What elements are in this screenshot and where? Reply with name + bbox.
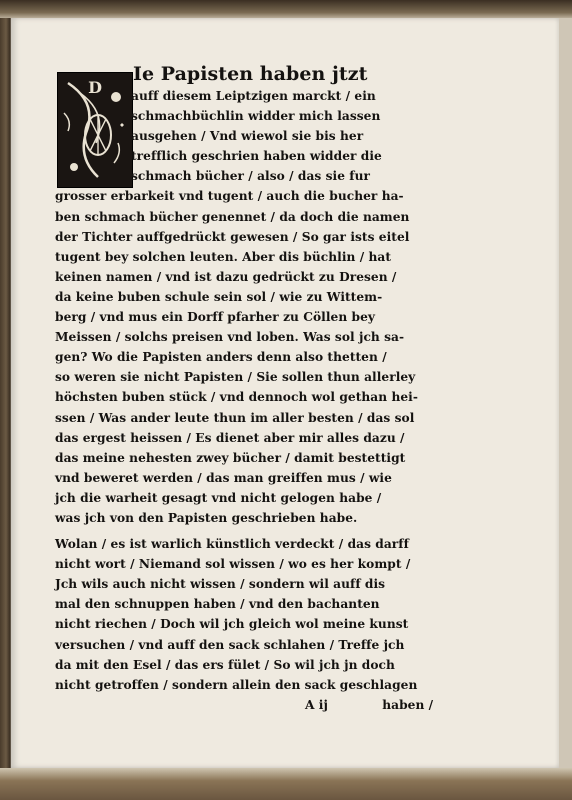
text-line: berg / vnd mus ein Dorff pfarher zu Cöllen bey bbox=[55, 310, 376, 325]
text-line: nicht riechen / Doch wil jch gleich wol meine kunst bbox=[55, 617, 409, 632]
text-line: ausgehen / Vnd wiewol sie bis her bbox=[131, 129, 364, 144]
text-line: schmachbüchlin widder mich lassen bbox=[131, 109, 381, 124]
text-line: so weren sie nicht Papisten / Sie sollen thun allerley bbox=[55, 370, 416, 385]
text-line: der Tichter auffgedrückt gewesen / So gar ists eitel bbox=[55, 229, 410, 244]
text-line: da mit den Esel / das ers fület / So wil jch jn doch bbox=[55, 657, 395, 672]
text-line: schmach bücher / also / das sie fur bbox=[131, 169, 370, 184]
text-line: ssen / Was ander leute thun im aller besten / das sol bbox=[55, 410, 415, 425]
text-line: vnd beweret werden / das man greiffen mus / wie bbox=[55, 470, 392, 485]
text-line: was jch von den Papisten geschrieben habe. bbox=[55, 510, 358, 525]
text-line: Wolan / es ist warlich künstlich verdeckt / das darff bbox=[55, 537, 409, 552]
text-line: Ie Papisten haben jtzt bbox=[133, 63, 368, 85]
text-line: gen? Wo die Papisten anders denn also thetten / bbox=[55, 350, 387, 365]
text-line: nicht wort / Niemand sol wissen / wo es her kompt / bbox=[55, 557, 411, 572]
text-line: jch die warheit gesagt vnd nicht gelogen habe / bbox=[55, 490, 382, 505]
text-line: Meissen / solchs preisen vnd loben. Was sol jch sa- bbox=[55, 330, 405, 345]
text-line: grosser erbarkeit vnd tugent / auch die bucher ha- bbox=[55, 189, 404, 204]
book-bottom-edge bbox=[0, 768, 572, 800]
text-line: ben schmach bücher genennet / da doch die namen bbox=[55, 209, 410, 224]
text-line: auff diesem Leiptzigen marckt / ein bbox=[131, 89, 376, 103]
text-line: keinen namen / vnd ist dazu gedrückt zu Dresen / bbox=[55, 269, 397, 284]
signature-line bbox=[55, 695, 435, 715]
book-top-edge bbox=[0, 0, 572, 18]
text-line: trefflich geschrien haben widder die bbox=[131, 149, 382, 164]
signature-mark: A ij bbox=[305, 697, 328, 712]
main-text bbox=[55, 62, 435, 715]
text-line: da keine buben schule sein sol / wie zu Wittem- bbox=[55, 289, 383, 304]
text-line: das meine nehesten zwey bücher / damit bestettigt bbox=[55, 450, 406, 465]
text-line: nicht getroffen / sondern allein den sack geschlagen bbox=[55, 677, 418, 692]
text-line: das ergest heissen / Es dienet aber mir alles dazu / bbox=[55, 430, 405, 445]
text-line: Jch wils auch nicht wissen / sondern wil auff dis bbox=[55, 577, 386, 592]
text-line: tugent bey solchen leuten. Aber dis büchlin / hat bbox=[55, 249, 392, 264]
text-line: versuchen / vnd auff den sack schlahen / Treffe jch bbox=[55, 637, 405, 652]
text-line: mal den schnuppen haben / vnd den bachanten bbox=[55, 597, 380, 612]
text-line: höchsten buben stück / vnd dennoch wol gethan hei- bbox=[55, 390, 418, 405]
initial-letter: D bbox=[88, 78, 102, 97]
catchword: haben / bbox=[382, 697, 434, 712]
